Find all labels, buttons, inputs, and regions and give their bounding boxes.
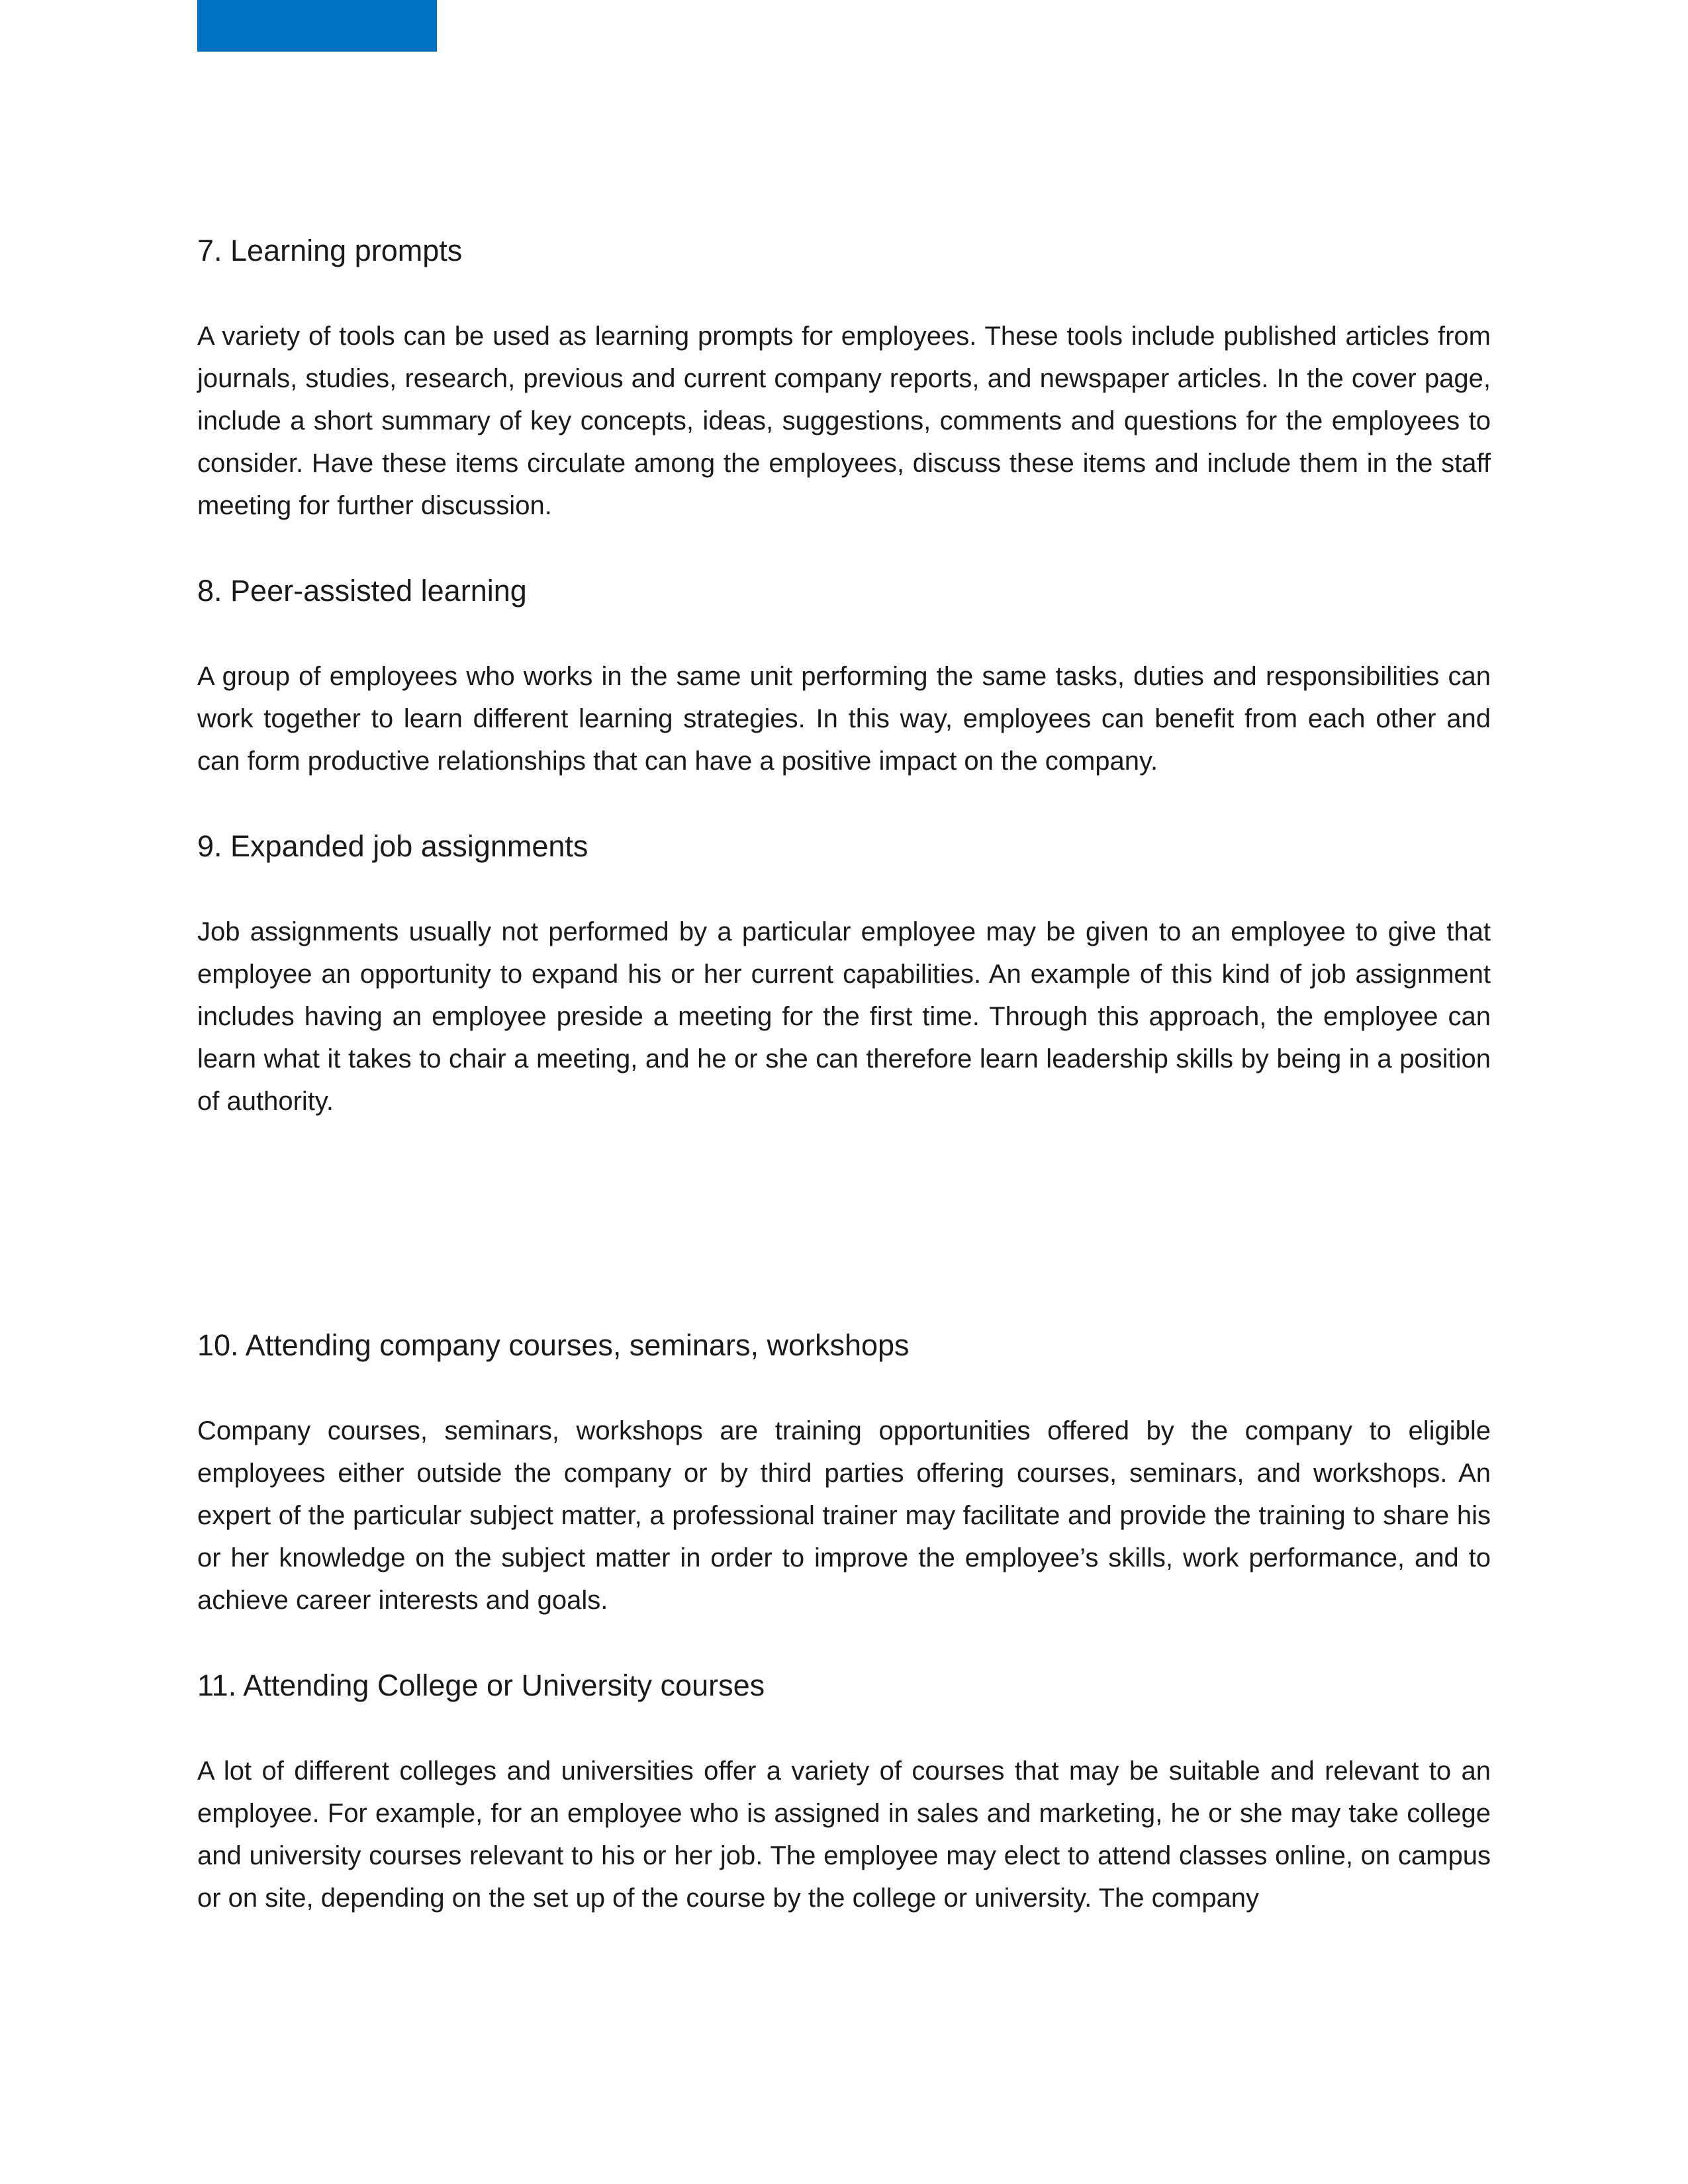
section-learning-prompts [197, 230, 1491, 527]
section-paragraph: A lot of different colleges and universities offer a variety of courses that may be suitable and relevant to an employee. For example, for an employee who is assigned in sales and marketing, he or she may take college and university courses relevant to his or her job. The employee may elect to attend classes online, on campus or on site, depending on the set up of the course by the college or university. The company [197, 1756, 1491, 1913]
section-company-courses [197, 1325, 1491, 1621]
section-heading: 7. Learning prompts [197, 234, 463, 267]
section-paragraph: A group of employees who works in the same unit performing the same tasks, duties and responsibilities can work together to learn different learning strategies. In this way, employees can benefit from each other and can form productive relationships that can have a positive impact on the company. [197, 662, 1491, 776]
page-gap [197, 1166, 1491, 1325]
section-expanded-job-assignments [197, 826, 1491, 1122]
section-heading: 8. Peer-assisted learning [197, 574, 527, 608]
section-paragraph: Job assignments usually not performed by a particular employee may be given to an employee to give that employee an opportunity to expand his or her current capabilities. An example of this kind of job assignment includes having an employee preside a meeting for the first time. Through this approach, the employee can learn what it takes to chair a meeting, and he or she can therefore learn leadership skills by being in a position of authority. [197, 917, 1491, 1116]
section-paragraph: A variety of tools can be used as learning prompts for employees. These tools include published articles from journals, studies, research, previous and current company reports, and newspaper articles. In the cover page, include a short summary of key concepts, ideas, suggestions, comments and questions for the employees to consider. Have these items circulate among the employees, discuss these items and include them in the staff meeting for further discussion. [197, 322, 1491, 520]
section-heading: 11. Attending College or University courses [197, 1668, 765, 1702]
document-content [197, 230, 1491, 1963]
header-accent-bar [197, 0, 437, 52]
section-college-university-courses [197, 1665, 1491, 1919]
section-heading: 9. Expanded job assignments [197, 829, 588, 863]
section-heading: 10. Attending company courses, seminars, workshops [197, 1328, 910, 1362]
section-paragraph: Company courses, seminars, workshops are training opportunities offered by the company to eligible employees either outside the company or by third parties offering courses, seminars, and workshops. An expert of the particular subject matter, a professional trainer may facilitate and provide the training to share his or her knowledge on the subject matter in order to improve the employee’s skills, work performance, and to achieve career interests and goals. [197, 1416, 1491, 1615]
section-peer-assisted-learning [197, 570, 1491, 782]
